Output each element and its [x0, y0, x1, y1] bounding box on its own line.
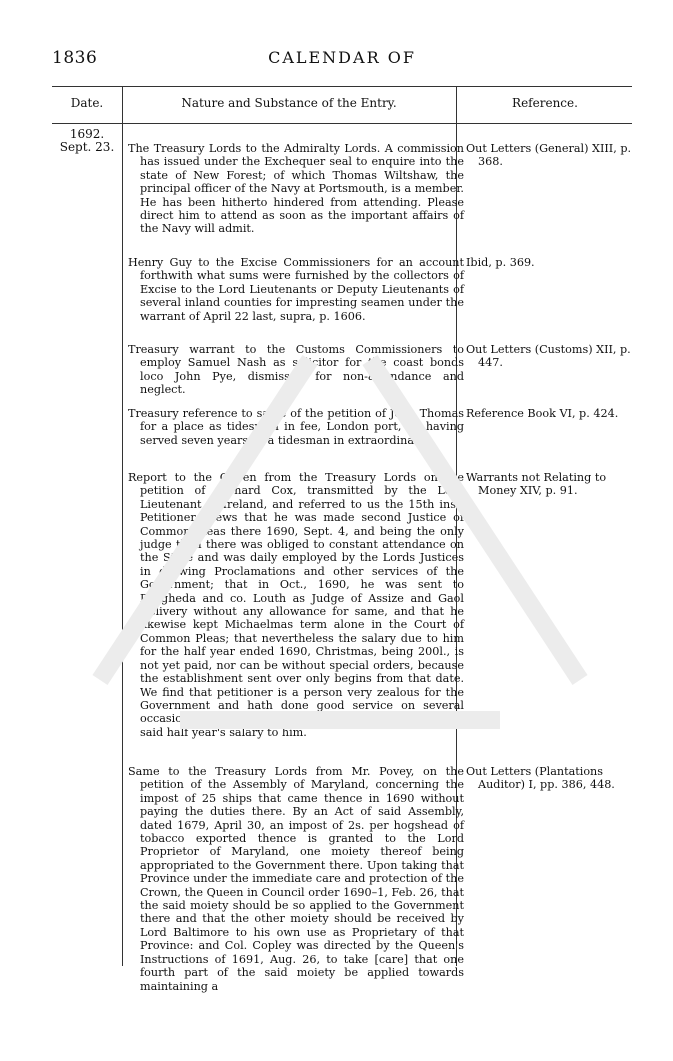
- running-title: CALENDAR OF: [268, 48, 416, 67]
- entry-reference: Out Letters (Plantations Auditor) I, pp. 386, 448.: [466, 765, 615, 792]
- page-number: 1836: [52, 48, 98, 68]
- column-header-nature: Nature and Substance of the Entry.: [181, 96, 397, 110]
- entry-reference: Reference Book VI, p. 424.: [466, 407, 619, 420]
- header-bottom-rule: [52, 123, 632, 124]
- date-column-rule: [122, 86, 123, 966]
- entry-text: Same to the Treasury Lords from Mr. Povey, on the petition of the Assembly of Maryland, concerning the impost of 25 ships that came thence in 1690 without paying the duties there. By an Act of said Assembly, dated 1679, April 30, an impost of 2s. per hogshead of tobacco exported thence is granted to the Lord Proprietor of Maryland, one moiety thereof being appropriated to the Government there. Upon taking that Province under the immediate care and protection of the Crown, the Queen in Council order 1690–1, Feb. 26, that the said moiety should be so applied to the Government there and that the other moiety should be received by Lord Baltimore to his own use as Proprietary of that Province: and Col. Copley was directed by the Queen's Instructions of 1691, Aug. 26, to take [care] that one fourth part of the said moiety be applied towards maintaining a: [128, 765, 464, 993]
- entry-reference: Ibid, p. 369.: [466, 256, 535, 269]
- entry-reference: Warrants not Relating to Money XIV, p. 91.: [466, 471, 607, 498]
- page-header: [52, 48, 632, 70]
- table-top-rule: [52, 86, 632, 87]
- date-year: 1692.: [69, 127, 105, 141]
- entry-text: Report to the Queen from the Treasury Lords on the petition of Richard Cox, transmitted by the Lord Lieutenant of Ireland, and referred to us the 15th inst. Petitioner shews that he was made second Justice of Common Pleas there 1690, Sept. 4, and being the only judge then there was obliged to constant attendance on the State and was daily employed by the Lords Justices in drawing Proclamations and other services of the Government; that in Oct., 1690, he was sent to Drogheda and co. Louth as Judge of Assize and Gaol Delivery without any allowance for same, and that he likewise kept Michaelmas term alone in the Court of Common Pleas; that nevertheless the salary due to him for the half year ended 1690, Christmas, being 200l., is not yet paid, nor can be without special orders, because the establishment sent over only begins from that date. We find that petitioner is a person very zealous for the Government and hath done good service on several occasions. We have nothing to object to the payment of said half year's salary to him.: [128, 471, 464, 739]
- entry-reference: Out Letters (General) XIII, p. 368.: [466, 142, 632, 169]
- entry-text: The Treasury Lords to the Admiralty Lords. A commission has issued under the Exchequer seal to enquire into the state of New Forest; of which Thomas Wiltshaw, the principal officer of the Navy at Portsmouth, is a member. He has been hitherto hindered from attending. Please direct him to attend as soon as the important affairs of the Navy will admit.: [128, 142, 464, 236]
- entry-text: Treasury reference to same of the petition of John Thomas for a place as tidesman in fee, London port, he having served seven years as a tidesman in extraordinary.: [128, 407, 464, 447]
- column-header-date: Date.: [70, 96, 104, 110]
- column-header-reference: Reference.: [512, 96, 578, 110]
- entry-reference: Out Letters (Customs) XII, p. 447.: [466, 343, 631, 370]
- entry-text: Treasury warrant to the Customs Commissioners to employ Samuel Nash as solicitor for the coast bonds loco John Pye, dismissed for non-attendance and neglect.: [128, 343, 464, 397]
- entry-text: Henry Guy to the Excise Commissioners for an account forthwith what sums were furnished by the collectors of Excise to the Lord Lieutenants or Deputy Lieutenants of several inland counties for impresting seamen under the warrant of April 22 last, supra, p. 1606.: [128, 256, 464, 323]
- date-day: Sept. 23.: [59, 140, 115, 154]
